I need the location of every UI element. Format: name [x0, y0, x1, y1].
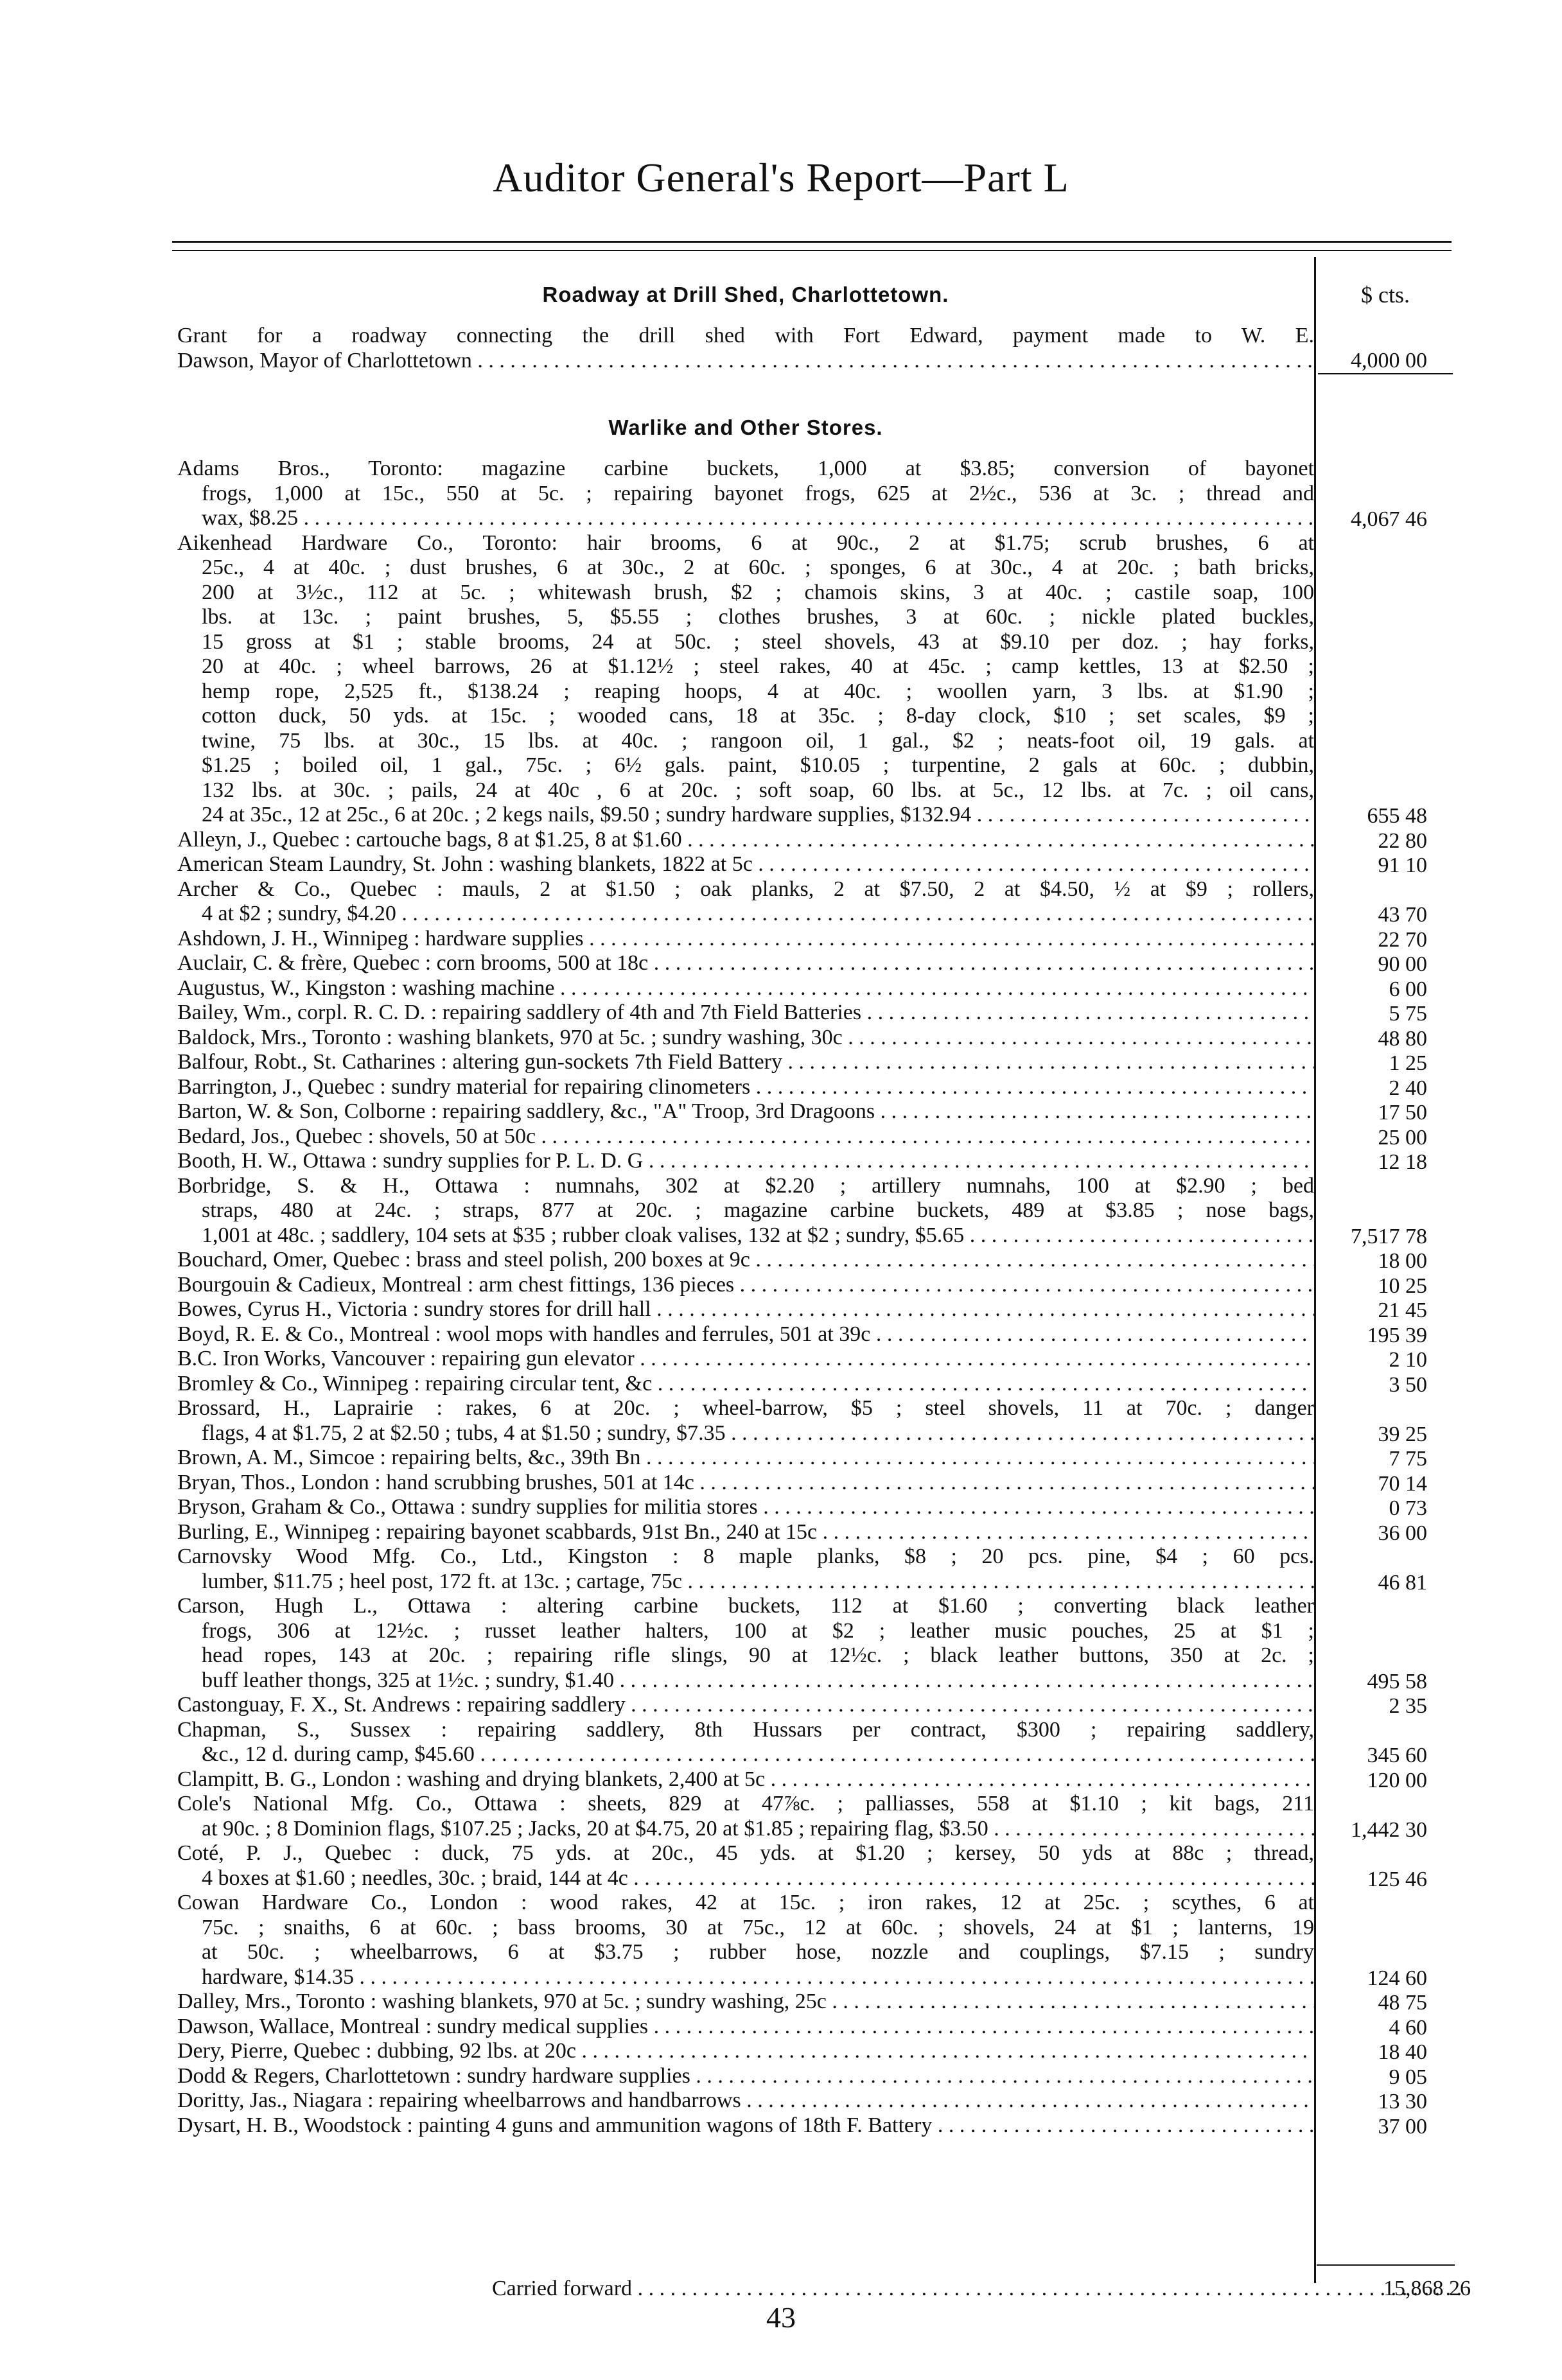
- ledger-line-text: lbs. at 13c. ; paint brushes, 5, $5.55 ; clothes brushes, 3 at 60c. ; nickle plated buckles,: [202, 605, 1314, 629]
- header-rule-thin: [172, 250, 1452, 251]
- ledger-line: [177, 324, 1314, 349]
- amount-value: 90 00: [1378, 952, 1427, 976]
- amount-column: [1318, 266, 1453, 2139]
- amount-value: [1318, 1620, 1453, 1645]
- ledger-line: [177, 506, 1314, 531]
- amount-value: 1 25: [1389, 1051, 1427, 1075]
- carried-forward-amount: 15,868 26: [1383, 2277, 1471, 2300]
- amount-value: 91 10: [1378, 853, 1427, 877]
- ledger-line-text: Adams Bros., Toronto: magazine carbine buckets, 1,000 at $3.85; conversion of bayonet: [177, 457, 1314, 480]
- header-rule: [172, 241, 1452, 243]
- amount-value: 18 00: [1378, 1249, 1427, 1273]
- amount-value: [1318, 532, 1453, 557]
- amount-value: [1318, 606, 1453, 631]
- amount-value: 70 14: [1378, 1471, 1427, 1496]
- ledger-line: [177, 581, 1314, 606]
- ledger-line-text: Boyd, R. E. & Co., Montreal : wool mops with handles and ferrules, 501 at 39c . . .: [177, 1322, 1314, 1347]
- ledger-line: [177, 1026, 1314, 1051]
- ledger-line: [177, 1124, 1314, 1150]
- amount-value: 120 00: [1367, 1768, 1427, 1792]
- ledger-line: [177, 1372, 1314, 1397]
- amount-value: 2 40: [1389, 1076, 1427, 1100]
- ledger-line: [177, 1322, 1314, 1347]
- amount-value: [1318, 557, 1453, 582]
- ledger-line: [177, 654, 1314, 679]
- ledger-line-text: wax, $8.25 . . .: [202, 506, 1314, 531]
- amount-value: 18 40: [1378, 2040, 1427, 2064]
- ledger-line-text: Bedard, Jos., Quebec : shovels, 50 at 50c . . .: [177, 1124, 1314, 1150]
- amount-value: 12 18: [1378, 1150, 1427, 1174]
- amount-value: 3 50: [1389, 1372, 1427, 1397]
- ledger-line-text: Alleyn, J., Quebec : cartouche bags, 8 at $1.25, 8 at $1.60 . . .: [177, 828, 1314, 853]
- ledger-line-text: Bowes, Cyrus H., Victoria : sundry stores for drill hall . . .: [177, 1297, 1314, 1322]
- ledger-line-text: twine, 75 lbs. at 30c., 15 lbs. at 40c. ; rangoon oil, 1 gal., $2 ; neats-foot oil, 19 gals. at: [202, 728, 1314, 753]
- ledger-line-text: Clampitt, B. G., London : washing and drying blankets, 2,400 at 5c . . .: [177, 1767, 1314, 1792]
- ledger-line: [177, 2064, 1314, 2089]
- amount-value: [1318, 458, 1453, 483]
- ledger-line: [177, 1544, 1314, 1570]
- ledger-line: [177, 1594, 1314, 1619]
- amount-value: 1,442 30: [1351, 1817, 1427, 1842]
- carried-forward-label: Carried forward . . .: [177, 2277, 1468, 2301]
- ledger-line: [177, 1099, 1314, 1124]
- ledger-line: [177, 1767, 1314, 1792]
- ledger-line-text: Bourgouin & Cadieux, Montreal : arm chest fittings, 136 pieces . . .: [177, 1273, 1314, 1298]
- ledger-line-text: Brossard, H., Laprairie : rakes, 6 at 20c. ; wheel-barrow, $5 ; steel shovels, 11 at 70c. ; danger: [177, 1396, 1314, 1420]
- ledger-line: [177, 1174, 1314, 1199]
- amount-value: [1318, 1793, 1453, 1818]
- ledger-line-text: Bouchard, Omer, Quebec : brass and steel polish, 200 boxes at 9c . . .: [177, 1248, 1314, 1273]
- ledger-line: [177, 2088, 1314, 2113]
- amount-value: 195 39: [1367, 1323, 1427, 1347]
- amount-value: 125 46: [1367, 1867, 1427, 1891]
- ledger-line-text: Brown, A. M., Simcoe : repairing belts, &c., 39th Bn . . .: [177, 1446, 1314, 1471]
- amount-value: 655 48: [1367, 804, 1427, 828]
- ledger-line-text: Borbridge, S. & H., Ottawa : numnahs, 302 at $2.20 ; artillery numnahs, 100 at $2.90 ; bed: [177, 1173, 1314, 1198]
- ledger-line-text: Aikenhead Hardware Co., Toronto: hair brooms, 6 at 90c., 2 at $1.75; scrub brushes, 6 at: [177, 530, 1314, 555]
- ledger-line: [177, 1866, 1314, 1891]
- amount-value: 43 70: [1378, 903, 1427, 927]
- ledger-line-text: Burling, E., Winnipeg : repairing bayonet scabbards, 91st Bn., 240 at 15c . . .: [177, 1520, 1314, 1545]
- column-header: $ cts.: [1361, 282, 1410, 308]
- ledger-line: [177, 1223, 1314, 1248]
- amount-column-divider: [1314, 257, 1316, 2283]
- ledger-line: [177, 1075, 1314, 1100]
- ledger-line-text: lumber, $11.75 ; heel post, 172 ft. at 13c. ; cartage, 75c . . .: [202, 1570, 1314, 1595]
- ledger-line-text: Dodd & Regers, Charlottetown : sundry hardware supplies . . .: [177, 2064, 1314, 2089]
- amount-value: [1318, 631, 1453, 656]
- ledger-line: [177, 1050, 1314, 1075]
- amount-value: [1318, 656, 1453, 681]
- amount-value: 10 25: [1378, 1273, 1427, 1298]
- ledger-line-text: 25c., 4 at 40c. ; dust brushes, 6 at 30c., 2 at 60c. ; sponges, 6 at 30c., 4 at 20c. ; bath bricks,: [202, 556, 1314, 579]
- ledger-line-text: Doritty, Jas., Niagara : repairing wheelbarrows and handbarrows . . .: [177, 2088, 1314, 2113]
- ledger-line: [177, 2015, 1314, 2040]
- ledger-line-text: 24 at 35c., 12 at 25c., 6 at 20c. ; 2 kegs nails, $9.50 ; sundry hardware supplies, $132.94 . . .: [202, 803, 1314, 828]
- ledger-line-text: Augustus, W., Kingston : washing machine . . .: [177, 976, 1314, 1001]
- amount-value: [1318, 1719, 1453, 1744]
- ledger-line-text: Dery, Pierre, Quebec : dubbing, 92 lbs. at 20c . . .: [177, 2039, 1314, 2064]
- amount-value: 124 60: [1367, 1966, 1427, 1990]
- ledger-line: [177, 1841, 1314, 1866]
- ledger-line-text: Ashdown, J. H., Winnipeg : hardware supplies . . .: [177, 927, 1314, 952]
- ledger-line: [177, 1965, 1314, 1990]
- amount-value: [1318, 1200, 1453, 1225]
- ledger-line-text: Booth, H. W., Ottawa : sundry supplies for P. L. D. G . . .: [177, 1149, 1314, 1174]
- ledger-line: [177, 556, 1314, 581]
- ledger-line-text: frogs, 306 at 12½c. ; russet leather halters, 100 at $2 ; leather music pouches, 25 at $1 ;: [202, 1618, 1314, 1643]
- ledger-line: [177, 877, 1314, 902]
- ledger-line-text: Dawson, Mayor of Charlottetown . . .: [177, 349, 1314, 374]
- ledger-line-text: B.C. Iron Works, Vancouver : repairing gun elevator . . .: [177, 1347, 1314, 1372]
- total-rule: [1317, 2264, 1455, 2266]
- amount-value: 39 25: [1378, 1422, 1427, 1446]
- amount-value: [1318, 1595, 1453, 1620]
- ledger-line-text: Barrington, J., Quebec : sundry material for repairing clinometers . . .: [177, 1075, 1314, 1100]
- amount-value: [1318, 324, 1453, 349]
- ledger-line: [177, 976, 1314, 1001]
- ledger-line-text: Baldock, Mrs., Toronto : washing blankets, 970 at 5c. ; sundry washing, 30c . . .: [177, 1026, 1314, 1051]
- ledger-line-text: 75c. ; snaiths, 6 at 60c. ; bass brooms, 30 at 75c., 12 at 60c. ; shovels, 24 at $1 ; lanterns, 19: [202, 1915, 1314, 1939]
- amount-value: [1318, 483, 1453, 508]
- amount-value: [1318, 705, 1453, 730]
- ledger-line-text: 20 at 40c. ; wheel barrows, 26 at $1.12½ ; steel rakes, 40 at 45c. ; camp kettles, 13 at $2.50 ;: [202, 654, 1314, 678]
- ledger-line: [177, 1297, 1314, 1322]
- ledger-line-text: Coté, P. J., Quebec : duck, 75 yds. at 20c., 45 yds. at $1.20 ; kersey, 50 yds at 88c ; thread,: [177, 1841, 1314, 1865]
- amount-value: [1318, 1941, 1453, 1966]
- column-spacer: [1318, 400, 1453, 458]
- amount-value: [1318, 1175, 1453, 1200]
- amount-value: [1318, 582, 1453, 607]
- ledger-line: [177, 457, 1314, 482]
- ledger-line-text: Auclair, C. & frère, Quebec : corn brooms, 500 at 18c . . .: [177, 951, 1314, 976]
- ledger-line-text: Dalley, Mrs., Toronto : washing blankets, 970 at 5c. ; sundry washing, 25c . . .: [177, 1990, 1314, 2015]
- ledger-line: [177, 1421, 1314, 1446]
- ledger-line: [177, 1495, 1314, 1520]
- ledger-line-text: 4 at $2 ; sundry, $4.20 . . .: [202, 902, 1314, 927]
- ledger-body: [177, 266, 1314, 2138]
- ledger-line: [177, 1940, 1314, 1965]
- ledger-line: [177, 1990, 1314, 2015]
- ledger-line-text: cotton duck, 50 yds. at 15c. ; wooded cans, 18 at 35c. ; 8-day clock, $10 ; set scales, $9 ;: [202, 704, 1314, 728]
- ledger-line-text: head ropes, 143 at 20c. ; repairing rifle slings, 90 at 12½c. ; black leather buttons, 350 at 2c. ;: [202, 1643, 1314, 1667]
- amount-value: 4 60: [1389, 2015, 1427, 2040]
- ledger-line-text: Carnovsky Wood Mfg. Co., Ltd., Kingston : 8 maple planks, $8 ; 20 pcs. pine, $4 ; 60 pcs.: [177, 1544, 1314, 1568]
- amount-value: 13 30: [1378, 2090, 1427, 2113]
- ledger-line-text: straps, 480 at 24c. ; straps, 877 at 20c. ; magazine carbine buckets, 489 at $3.85 ; nose bags,: [202, 1198, 1314, 1222]
- ledger-line: [177, 1248, 1314, 1273]
- ledger-line-text: hemp rope, 2,525 ft., $138.24 ; reaping hoops, 4 at 40c. ; woollen yarn, 3 lbs. at $1.90 ;: [202, 679, 1314, 703]
- ledger-line-text: 15 gross at $1 ; stable brooms, 24 at 50c. ; steel shovels, 43 at $9.10 per doz. ; hay forks,: [202, 629, 1314, 654]
- ledger-line: [177, 778, 1314, 803]
- ledger-line: [177, 1471, 1314, 1496]
- ledger-line-text: 200 at 3½c., 112 at 5c. ; whitewash brush, $2 ; chamois skins, 3 at 40c. ; castile soap, 100: [202, 580, 1314, 604]
- ledger-line-text: 1,001 at 48c. ; saddlery, 104 sets at $35 ; rubber cloak valises, 132 at $2 ; sundry, $5.65 . . .: [202, 1223, 1314, 1248]
- ledger-line: [177, 704, 1314, 729]
- ledger-line-text: Castonguay, F. X., St. Andrews : repairing saddlery . . .: [177, 1693, 1314, 1718]
- ledger-line-text: 132 lbs. at 30c. ; pails, 24 at 40c , 6 at 20c. ; soft soap, 60 lbs. at 5c., 12 lbs. at 7c. ; oil cans,: [202, 778, 1314, 802]
- ledger-line: [177, 1792, 1314, 1817]
- ledger-line-text: Bailey, Wm., corpl. R. C. D. : repairing saddlery of 4th and 7th Field Batteries . . .: [177, 1001, 1314, 1026]
- ledger-line: [177, 951, 1314, 976]
- amount-value: 4,000 00: [1318, 349, 1453, 375]
- ledger-line-text: Bryan, Thos., London : hand scrubbing brushes, 501 at 14c . . .: [177, 1471, 1314, 1496]
- ledger-line: [177, 1347, 1314, 1372]
- ledger-line-text: Chapman, S., Sussex : repairing saddlery, 8th Hussars per contract, $300 ; repairing saddlery,: [177, 1717, 1314, 1742]
- amount-value: 5 75: [1389, 1002, 1427, 1026]
- amount-value: [1318, 755, 1453, 780]
- ledger-line: [177, 1668, 1314, 1693]
- ledger-line-text: frogs, 1,000 at 15c., 550 at 5c. ; repairing bayonet frogs, 625 at 2½c., 536 at 3c. ; thread and: [202, 481, 1314, 505]
- ledger-line-text: flags, 4 at $1.75, 2 at $2.50 ; tubs, 4 at $1.50 ; sundry, $7.35 . . .: [202, 1421, 1314, 1446]
- amount-value: 48 75: [1378, 1991, 1427, 2015]
- amount-value: [1318, 1842, 1453, 1868]
- amount-value: 36 00: [1378, 1521, 1427, 1545]
- amount-value: 6 00: [1389, 977, 1427, 1001]
- ledger-line: [177, 1718, 1314, 1743]
- ledger-line-text: American Steam Laundry, St. John : washing blankets, 1822 at 5c . . .: [177, 852, 1314, 877]
- ledger-line: [177, 679, 1314, 704]
- ledger-line-text: Balfour, Robt., St. Catharines : altering gun-sockets 7th Field Battery . . .: [177, 1050, 1314, 1075]
- ledger-line-text: Cole's National Mfg. Co., Ottawa : sheets, 829 at 47⅞c. ; palliasses, 558 at $1.10 ; kit bags, 211: [177, 1792, 1314, 1816]
- ledger-line: [177, 1001, 1314, 1026]
- ledger-line-text: 4 boxes at $1.60 ; needles, 30c. ; braid, 144 at 4c . . .: [202, 1866, 1314, 1891]
- ledger-line: [177, 1198, 1314, 1223]
- ledger-line: [177, 531, 1314, 556]
- ledger-line: [177, 852, 1314, 877]
- ledger-line: [177, 1891, 1314, 1916]
- amount-value: 2 10: [1389, 1348, 1427, 1372]
- amount-value: 0 73: [1389, 1496, 1427, 1520]
- ledger-line: [177, 1396, 1314, 1421]
- ledger-line-text: Bromley & Co., Winnipeg : repairing circular tent, &c . . .: [177, 1372, 1314, 1397]
- amount-value: 22 70: [1378, 927, 1427, 952]
- amount-value: [1318, 1397, 1453, 1422]
- amount-value: [1318, 780, 1453, 805]
- amount-value: 22 80: [1378, 828, 1427, 853]
- page-title: Auditor General's Report—Part L: [493, 155, 1069, 200]
- amount-value: [1318, 1546, 1453, 1571]
- ledger-line-text: &c., 12 d. during camp, $45.60 . . .: [202, 1742, 1314, 1767]
- amount-value: 46 81: [1378, 1570, 1427, 1595]
- amount-value: 21 45: [1378, 1299, 1427, 1322]
- ledger-line: [177, 828, 1314, 853]
- section-title: Warlike and Other Stores.: [608, 416, 883, 439]
- amount-value: [1318, 681, 1453, 706]
- ledger-line-text: buff leather thongs, 325 at 1½c. ; sundry, $1.40 . . .: [202, 1668, 1314, 1693]
- amount-value: 2 35: [1389, 1694, 1427, 1718]
- page-number: 43: [766, 2301, 796, 2334]
- amount-value: 48 80: [1378, 1026, 1427, 1051]
- ledger-line: [177, 753, 1314, 778]
- ledger-line: [177, 1619, 1314, 1644]
- ledger-line: [177, 1916, 1314, 1941]
- ledger-line: [177, 803, 1314, 828]
- ledger-line-text: at 90c. ; 8 Dominion flags, $107.25 ; Jacks, 20 at $4.75, 20 at $1.85 ; repairing flag, $3.50 . . .: [202, 1817, 1314, 1842]
- ledger-line: [177, 2039, 1314, 2064]
- ledger-line: [177, 630, 1314, 655]
- ledger-line-text: hardware, $14.35 . . .: [202, 1965, 1314, 1990]
- ledger-line: [177, 605, 1314, 630]
- ledger-line-text: Grant for a roadway connecting the drill shed with Fort Edward, payment made to W. E.: [177, 324, 1314, 347]
- ledger-line-text: Bryson, Graham & Co., Ottawa : sundry supplies for militia stores . . .: [177, 1495, 1314, 1520]
- ledger-line: [177, 349, 1314, 374]
- ledger-line: [177, 1446, 1314, 1471]
- ledger-line: [177, 1742, 1314, 1767]
- ledger-line: [177, 2113, 1314, 2139]
- ledger-line-text: Cowan Hardware Co., London : wood rakes, 42 at 15c. ; iron rakes, 12 at 25c. ; scythes, 6 at: [177, 1891, 1314, 1914]
- ledger-line: [177, 1693, 1314, 1718]
- amount-value: 9 05: [1389, 2065, 1427, 2089]
- amount-value: 25 00: [1378, 1125, 1427, 1150]
- ledger-line: [177, 927, 1314, 952]
- ledger-line-text: $1.25 ; boiled oil, 1 gal., 75c. ; 6½ gals. paint, $10.05 ; turpentine, 2 gals at 60c. ; dubbin,: [202, 753, 1314, 777]
- section-title: Roadway at Drill Shed, Charlottetown.: [542, 283, 949, 306]
- amount-value: 37 00: [1378, 2114, 1427, 2139]
- amount-value: 7 75: [1389, 1447, 1427, 1471]
- amount-value: 345 60: [1367, 1744, 1427, 1767]
- ledger-line-text: Dysart, H. B., Woodstock : painting 4 guns and ammunition wagons of 18th F. Battery . . .: [177, 2113, 1314, 2139]
- ledger-line: [177, 729, 1314, 754]
- ledger-line: [177, 1643, 1314, 1668]
- amount-value: 495 58: [1367, 1669, 1427, 1693]
- ledger-line-text: Dawson, Wallace, Montreal : sundry medical supplies . . .: [177, 2015, 1314, 2040]
- ledger-line-text: Barton, W. & Son, Colborne : repairing saddlery, &c., "A" Troop, 3rd Dragoons . . .: [177, 1099, 1314, 1124]
- amount-value: 7,517 78: [1351, 1224, 1427, 1248]
- amount-value: [1318, 879, 1453, 904]
- amount-value: [1318, 1645, 1453, 1670]
- ledger-line-text: Carson, Hugh L., Ottawa : altering carbine buckets, 112 at $1.60 ; converting black leather: [177, 1594, 1314, 1618]
- ledger-line: [177, 1149, 1314, 1174]
- ledger-line: [177, 1817, 1314, 1842]
- ledger-line: [177, 1570, 1314, 1595]
- ledger-line-text: Archer & Co., Quebec : mauls, 2 at $1.50 ; oak planks, 2 at $7.50, 2 at $4.50, ½ at $9 ; rollers,: [177, 877, 1314, 901]
- amount-value: [1318, 730, 1453, 755]
- amount-value: [1318, 1917, 1453, 1942]
- amount-value: 17 50: [1378, 1101, 1427, 1124]
- ledger-line-text: at 50c. ; wheelbarrows, 6 at $3.75 ; rubber hose, nozzle and couplings, $7.15 ; sundry: [202, 1940, 1314, 1964]
- amount-value: 4,067 46: [1351, 507, 1427, 531]
- amount-value: [1318, 1892, 1453, 1917]
- ledger-line: [177, 482, 1314, 507]
- ledger-line: [177, 1520, 1314, 1545]
- ledger-line: [177, 902, 1314, 927]
- ledger-line: [177, 1273, 1314, 1298]
